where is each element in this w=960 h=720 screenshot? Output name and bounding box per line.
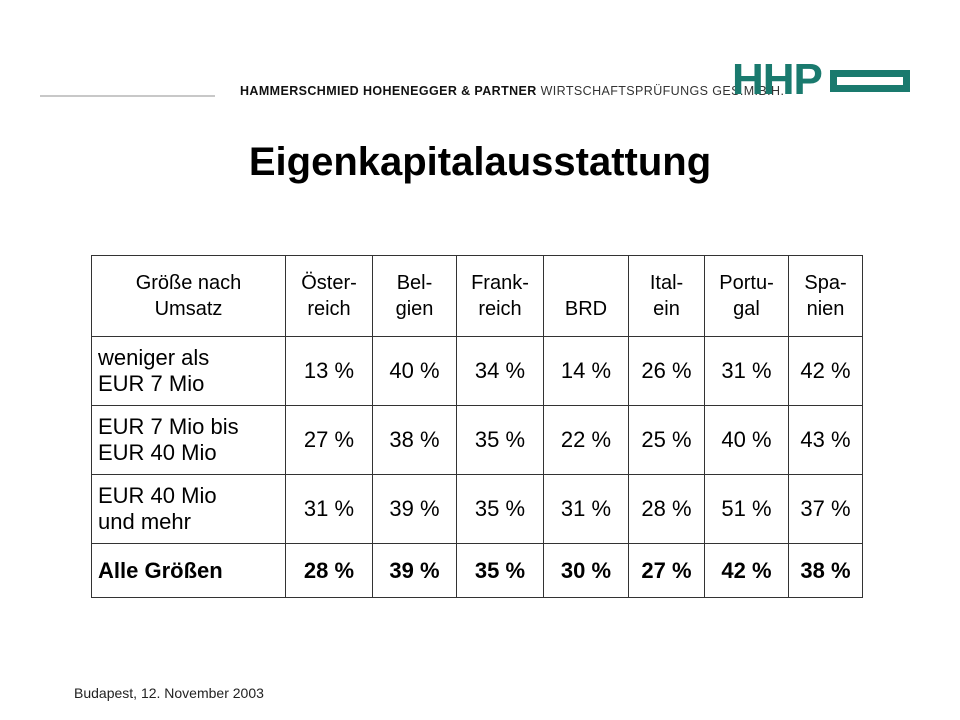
table-cell: 51 % [705,475,789,544]
logo-box-icon [830,70,910,92]
table-cell: 43 % [789,406,863,475]
row-label: weniger als EUR 7 Mio [92,337,286,406]
table-cell: 34 % [457,337,544,406]
total-cell: 38 % [789,544,863,598]
table-cell: 22 % [544,406,629,475]
total-cell: 27 % [629,544,705,598]
table-cell: 13 % [286,337,373,406]
page-title: Eigenkapitalausstattung [248,140,712,184]
table-cell: 38 % [373,406,457,475]
header-cell-portugal: Portu- gal [705,256,789,337]
logo-text: HHP [732,55,822,104]
table-cell: 39 % [373,475,457,544]
table-total-row [92,544,863,598]
header-rule [40,95,215,97]
firm-name-light: WIRTSCHAFTSPRÜFUNGS GES.M.B.H. [540,84,785,98]
total-label: Alle Größen [92,544,286,598]
table-cell: 14 % [544,337,629,406]
header-cell-size: Größe nach Umsatz [92,256,286,337]
hhp-logo [732,55,910,104]
total-cell: 39 % [373,544,457,598]
header-cell-spain: Spa- nien [789,256,863,337]
table-cell: 37 % [789,475,863,544]
total-cell: 28 % [286,544,373,598]
firm-name-strong: HAMMERSCHMIED HOHENEGGER & PARTNER [240,84,537,98]
total-cell: 42 % [705,544,789,598]
table-cell: 35 % [457,406,544,475]
table-cell: 31 % [705,337,789,406]
footer-date: Budapest, 12. November 2003 [74,685,264,701]
table-cell: 35 % [457,475,544,544]
row-label: EUR 40 Mio und mehr [92,475,286,544]
table-header-row [92,256,863,337]
table-row [92,337,863,406]
firm-name [240,84,784,98]
table-cell: 27 % [286,406,373,475]
table-row [92,406,863,475]
table-cell: 42 % [789,337,863,406]
table-cell: 31 % [544,475,629,544]
table-cell: 26 % [629,337,705,406]
total-cell: 35 % [457,544,544,598]
table-cell: 31 % [286,475,373,544]
table-cell: 28 % [629,475,705,544]
table-row [92,475,863,544]
table-cell: 25 % [629,406,705,475]
equity-table [91,255,863,598]
header-cell-austria: Öster- reich [286,256,373,337]
table-cell: 40 % [705,406,789,475]
row-label: EUR 7 Mio bis EUR 40 Mio [92,406,286,475]
table-cell: 40 % [373,337,457,406]
header-cell-italy: Ital- ein [629,256,705,337]
header-cell-germany: BRD [544,256,629,337]
header-cell-belgium: Bel- gien [373,256,457,337]
header-cell-france: Frank- reich [457,256,544,337]
total-cell: 30 % [544,544,629,598]
